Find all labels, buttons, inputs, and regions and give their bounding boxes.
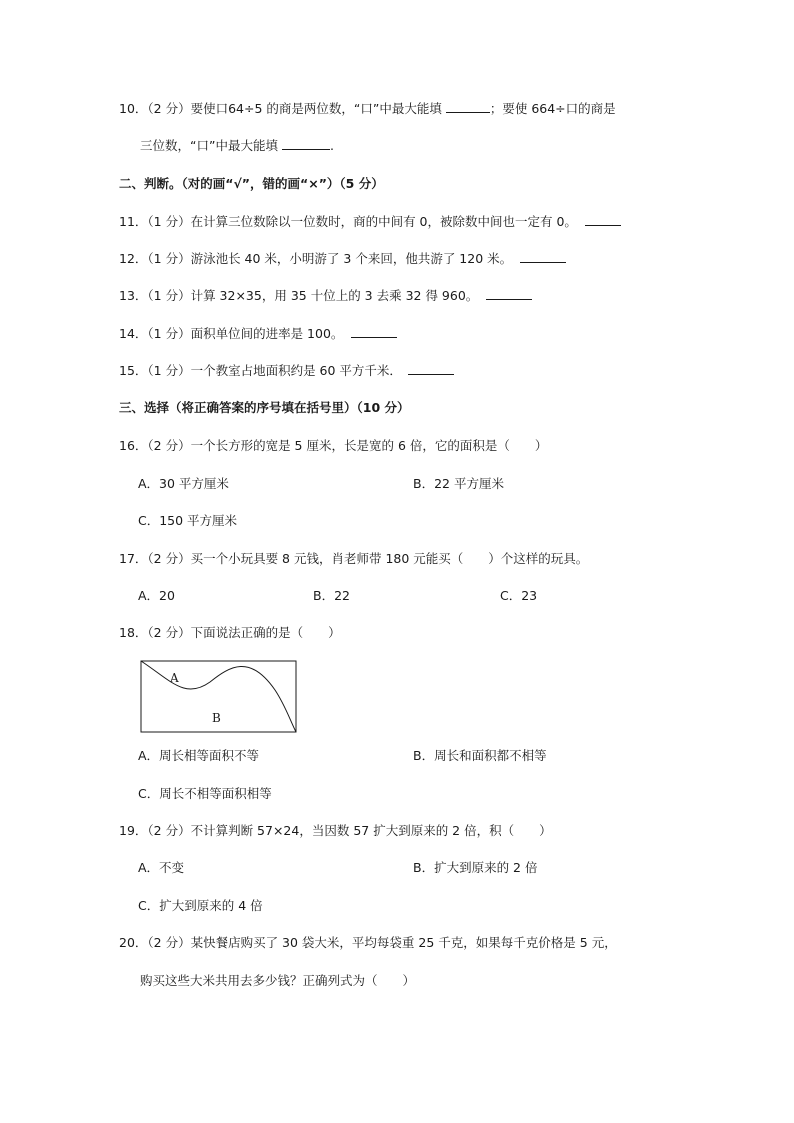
answer-blank[interactable]: [486, 287, 532, 300]
question-17-stem: 17．（2 分）买一个小玩具要 8 元钱，肖老师带 180 元能买（ ）个这样的玩具。: [119, 551, 589, 566]
answer-blank[interactable]: [520, 250, 566, 263]
q18-option-c[interactable]: C．周长不相等面积相等: [138, 786, 272, 801]
figure-label-b: B: [212, 711, 221, 725]
question-10-line-2: [140, 137, 334, 155]
answer-blank[interactable]: [282, 137, 330, 150]
question-10-text-a: 10．（2 分）要使口64÷5 的商是两位数，“口”中最大能填: [119, 101, 442, 116]
question-12-text: 12．（1 分）游泳池长 40 米，小明游了 3 个来回，他共游了 120 米。: [119, 251, 513, 266]
q17-option-c[interactable]: C．23: [500, 588, 538, 603]
question-10-text-c: 三位数，“口”中最大能填: [140, 138, 278, 153]
question-15: [119, 362, 454, 380]
question-16-stem: 16．（2 分）一个长方形的宽是 5 厘米，长是宽的 6 倍，它的面积是（ ）: [119, 438, 548, 453]
q16-option-c[interactable]: C．150 平方厘米: [138, 513, 238, 528]
q19-option-b[interactable]: B．扩大到原来的 2 倍: [413, 860, 538, 875]
q17-option-b[interactable]: B．22: [313, 588, 350, 603]
question-10-line-1: [119, 100, 616, 118]
question-10-period: .: [329, 138, 334, 153]
question-14: [119, 325, 397, 343]
question-12: [119, 250, 566, 268]
question-13-text: 13．（1 分）计算 32×35，用 35 十位上的 3 去乘 32 得 960。: [119, 288, 479, 303]
q16-option-b[interactable]: B．22 平方厘米: [413, 476, 504, 491]
q16-option-a[interactable]: A．30 平方厘米: [138, 476, 229, 491]
question-11-text: 11．（1 分）在计算三位数除以一位数时，商的中间有 0，被除数中间也一定有 0。: [119, 214, 577, 229]
answer-blank[interactable]: [351, 325, 397, 338]
rectangle-figure: [140, 660, 300, 736]
question-20-line-1: 20．（2 分）某快餐店购买了 30 袋大米，平均每袋重 25 千克，如果每千克价格是 5 元，: [119, 935, 617, 950]
question-19-stem: 19．（2 分）不计算判断 57×24，当因数 57 扩大到原来的 2 倍，积（ ）: [119, 823, 552, 838]
answer-blank[interactable]: [585, 213, 621, 226]
q18-option-a[interactable]: A．周长相等面积不等: [138, 748, 260, 763]
question-18-stem: 18．（2 分）下面说法正确的是（ ）: [119, 625, 341, 640]
question-13: [119, 287, 532, 305]
figure-label-a: A: [170, 671, 179, 685]
question-15-text: 15．（1 分）一个教室占地面积约是 60 平方千米．: [119, 363, 402, 378]
q19-option-c[interactable]: C．扩大到原来的 4 倍: [138, 898, 263, 913]
question-14-text: 14．（1 分）面积单位间的进率是 100。: [119, 326, 344, 341]
q18-option-b[interactable]: B．周长和面积都不相等: [413, 748, 547, 763]
q17-option-a[interactable]: A．20: [138, 588, 175, 603]
question-10-text-b: ；要使 664÷口的商是: [489, 101, 616, 116]
question-11: [119, 213, 621, 231]
question-20-line-2: 购买这些大米共用去多少钱？正确列式为（ ）: [140, 973, 416, 988]
section-3-heading: 三、选择（将正确答案的序号填在括号里）（10 分）: [119, 400, 410, 415]
answer-blank[interactable]: [446, 100, 490, 113]
answer-blank[interactable]: [408, 362, 454, 375]
section-2-heading: 二、判断。（对的画“√”，错的画“×”）（5 分）: [119, 176, 384, 191]
q19-option-a[interactable]: A．不变: [138, 860, 185, 875]
